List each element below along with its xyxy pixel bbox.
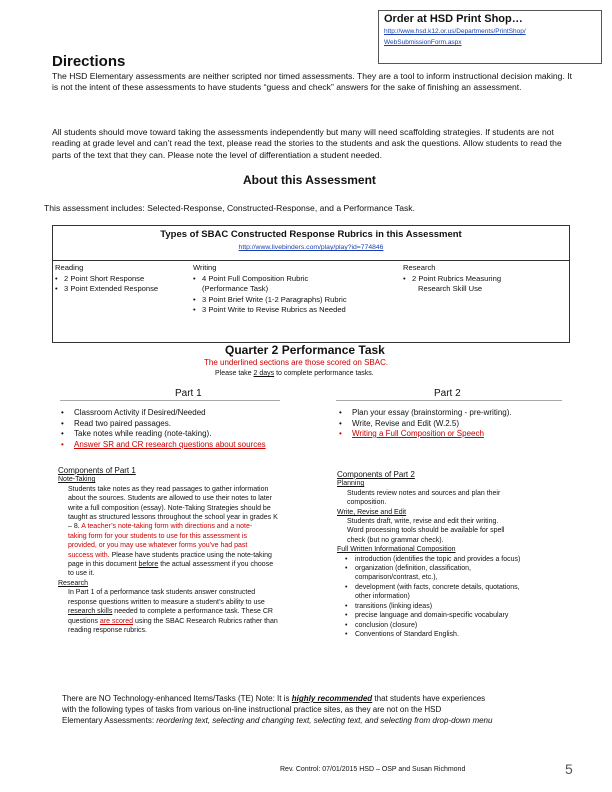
nt-line: about the sources. Students are allowed to use their notes to later bbox=[68, 495, 272, 503]
part1-item: • Classroom Activity if Desired/Needed bbox=[58, 408, 318, 419]
rubric-types-box bbox=[52, 225, 570, 343]
composition-item: • organization (definition, classification, bbox=[337, 564, 577, 573]
part2-components bbox=[337, 470, 577, 639]
part2-item: • Plan your essay (brainstorming - pre-writing). bbox=[336, 408, 576, 419]
research-line-post: using the SBAC Research Rubrics rather than bbox=[133, 617, 278, 625]
livebinders-link[interactable]: http://www.livebinders.com/play/play?id=774846 bbox=[238, 244, 384, 251]
nt-line-red: provided, or you may use whatever forms you’ve had past bbox=[68, 542, 248, 550]
research-item-text: 2 Point Rubrics Measuring bbox=[412, 273, 502, 283]
part1-heading: Part 1 bbox=[175, 388, 202, 399]
composition-item: • precise language and domain-specific vocabulary bbox=[337, 611, 577, 620]
te-note-post: that students have experiences bbox=[372, 694, 486, 703]
writing-item-text: 4 Point Full Composition Rubric bbox=[202, 273, 309, 283]
nt-line-pre: – 8. bbox=[68, 523, 82, 531]
print-shop-title: Order at HSD Print Shop… bbox=[384, 13, 523, 25]
research-line: response questions written to measure a student’s ability to use bbox=[68, 598, 265, 606]
composition-item: • Conventions of Standard English. bbox=[337, 630, 577, 639]
te-note-line bbox=[62, 715, 582, 726]
composition-item: • development (with facts, concrete details, quotations, bbox=[337, 583, 577, 592]
research-line: In Part 1 of a performance task students answer constructed bbox=[68, 589, 256, 597]
te-note-pre: Elementary Assessments: bbox=[62, 716, 157, 725]
page-number: 5 bbox=[565, 761, 573, 777]
days-note-post: to complete performance tasks. bbox=[274, 370, 374, 377]
about-heading: About this Assessment bbox=[243, 173, 376, 187]
nt-line bbox=[58, 522, 338, 531]
reading-label: Reading bbox=[55, 263, 84, 272]
nt-line: write a full composition (essay). Note-Taking Strategies should be bbox=[68, 504, 271, 512]
part2-list bbox=[336, 408, 576, 440]
research-item-text-cont: Research Skill Use bbox=[418, 284, 483, 293]
write-revise-edit-label: Write, Revise and Edit bbox=[337, 508, 407, 516]
directions-heading: Directions bbox=[52, 53, 126, 70]
part2-item-scored: • Writing a Full Composition or Speech bbox=[336, 429, 576, 440]
reading-column bbox=[55, 263, 205, 295]
part1-list bbox=[58, 408, 318, 450]
research-line-post: needed to complete a performance task. These CR bbox=[112, 608, 273, 616]
reading-item: • 3 Point Extended Response bbox=[55, 284, 205, 295]
composition-item: • introduction (identifies the topic and provides a focus) bbox=[337, 555, 577, 564]
part1-rule bbox=[60, 400, 280, 401]
te-note-line bbox=[62, 693, 582, 704]
te-note-pre: There are NO Technology-enhanced Items/Tasks (TE) Note: It is bbox=[62, 694, 292, 703]
research-item bbox=[403, 274, 563, 295]
part2-rule bbox=[336, 400, 562, 401]
part1-components-heading: Components of Part 1 bbox=[58, 466, 136, 475]
part2-components-heading: Components of Part 2 bbox=[337, 470, 415, 479]
nt-line-red: success with. bbox=[68, 551, 110, 559]
note-taking-label: Note-Taking bbox=[58, 476, 96, 484]
writing-item-text-cont: (Performance Task) bbox=[202, 284, 269, 293]
days-note-days: 2 days bbox=[253, 370, 275, 377]
nt-line-red: A teacher’s note-taking form with directions and a note- bbox=[81, 523, 253, 531]
rubric-types-title: Types of SBAC Constructed Response Rubrics in this Assessment bbox=[160, 229, 462, 240]
te-note-line: with the following types of tasks from various on-line instructional practice sites, as they are not on the HSD bbox=[62, 705, 442, 714]
nt-line-post: Please have students practice using the note-taking bbox=[109, 551, 272, 559]
research-line bbox=[58, 607, 338, 616]
part1-item: • Read two paired passages. bbox=[58, 419, 318, 430]
directions-para-1: The HSD Elementary assessments are neither scripted nor timed assessments. They are a tool to inform instructional decision making. It is not the intent of these assessments to have students “guess and check” answers for the sake of finishing an assessment. bbox=[52, 71, 572, 93]
research-line-underlined: research skills bbox=[68, 608, 113, 616]
full-composition-label: Full Written Informational Composition bbox=[337, 546, 456, 554]
wre-line: check (but no grammar check). bbox=[347, 536, 444, 544]
nt-line: Students take notes as they read passages to gather information bbox=[68, 485, 269, 493]
about-text: This assessment includes: Selected-Response, Constructed-Response, and a Performance Task. bbox=[44, 203, 415, 213]
research-label: Research bbox=[58, 579, 88, 587]
nt-line bbox=[58, 560, 338, 569]
composition-item: • conclusion (closure) bbox=[337, 621, 577, 630]
composition-item-cont: comparison/contrast, etc.), bbox=[355, 574, 438, 582]
te-note bbox=[62, 693, 582, 726]
wre-line: Word processing tools should be available for spell bbox=[347, 527, 505, 535]
te-note-italic: reordering text, selecting and changing text, selecting text, and selecting from drop-down menu bbox=[156, 716, 493, 725]
part2-item: • Write, Revise and Edit (W.2.5) bbox=[336, 419, 576, 430]
q2-scored-note: The underlined sections are those scored on SBAC. bbox=[204, 358, 389, 367]
composition-item: • transitions (linking ideas) bbox=[337, 602, 577, 611]
nt-line: to use it. bbox=[68, 570, 95, 578]
part2-heading: Part 2 bbox=[434, 388, 461, 399]
writing-item: • 3 Point Brief Write (1-2 Paragraphs) Rubric bbox=[193, 295, 413, 306]
composition-item-cont: other information) bbox=[355, 593, 410, 601]
research-label: Research bbox=[403, 263, 436, 272]
print-shop-box bbox=[378, 10, 602, 64]
research-line-pre: questions bbox=[68, 617, 100, 625]
research-line-red: are scored bbox=[99, 617, 133, 625]
directions-para-2: All students should move toward taking the assessments independently but many will need scaffolding strategies. If students are not reading at grade level and can’t read the text, please read the stories to the students and ask the questions. Allow students to read the parts of the text that they can. Please note the level of differentiation a student needed. bbox=[52, 127, 562, 160]
nt-line: taught as structured lessons throughout the school year in grades K bbox=[68, 514, 278, 522]
nt-line-pre: page in this document bbox=[68, 561, 139, 569]
planning-label: Planning bbox=[337, 480, 365, 488]
wre-line: Students draft, write, revise and edit their writing. bbox=[347, 518, 499, 526]
writing-column bbox=[193, 263, 413, 316]
planning-line: composition. bbox=[347, 499, 387, 507]
research-line bbox=[58, 617, 338, 626]
nt-line-red: taking form for your students to use for this assessment is bbox=[68, 532, 247, 540]
reading-item: • 2 Point Short Response bbox=[55, 274, 205, 285]
part1-item: • Take notes while reading (note-taking). bbox=[58, 429, 318, 440]
writing-item: • 3 Point Write to Revise Rubrics as Needed bbox=[193, 305, 413, 316]
q2-days-note bbox=[215, 370, 374, 377]
writing-item bbox=[193, 274, 413, 295]
part1-item-scored: • Answer SR and CR research questions about sources bbox=[58, 440, 318, 451]
nt-line bbox=[58, 551, 338, 560]
days-note-pre: Please take bbox=[215, 370, 254, 377]
rubric-types-header bbox=[53, 226, 569, 261]
planning-line: Students review notes and sources and plan their bbox=[347, 489, 501, 497]
part1-components bbox=[58, 466, 338, 635]
print-shop-link[interactable]: http://www.hsd.k12.or.us/Departments/PrintShop/ bbox=[384, 28, 526, 35]
q2-heading: Quarter 2 Performance Task bbox=[225, 343, 385, 357]
footer-rev-control: Rev. Control: 07/01/2015 HSD – OSP and Susan Richmond bbox=[280, 766, 466, 773]
writing-label: Writing bbox=[193, 263, 217, 272]
nt-line-underlined: before bbox=[138, 561, 159, 569]
print-shop-link-cont[interactable]: WebSubmissionForm.aspx bbox=[384, 39, 462, 46]
nt-line-post: the actual assessment if you choose bbox=[158, 561, 274, 569]
research-column bbox=[403, 263, 563, 295]
research-line: reading response rubrics. bbox=[68, 626, 147, 634]
te-note-emphasis: highly recommended bbox=[291, 694, 373, 703]
